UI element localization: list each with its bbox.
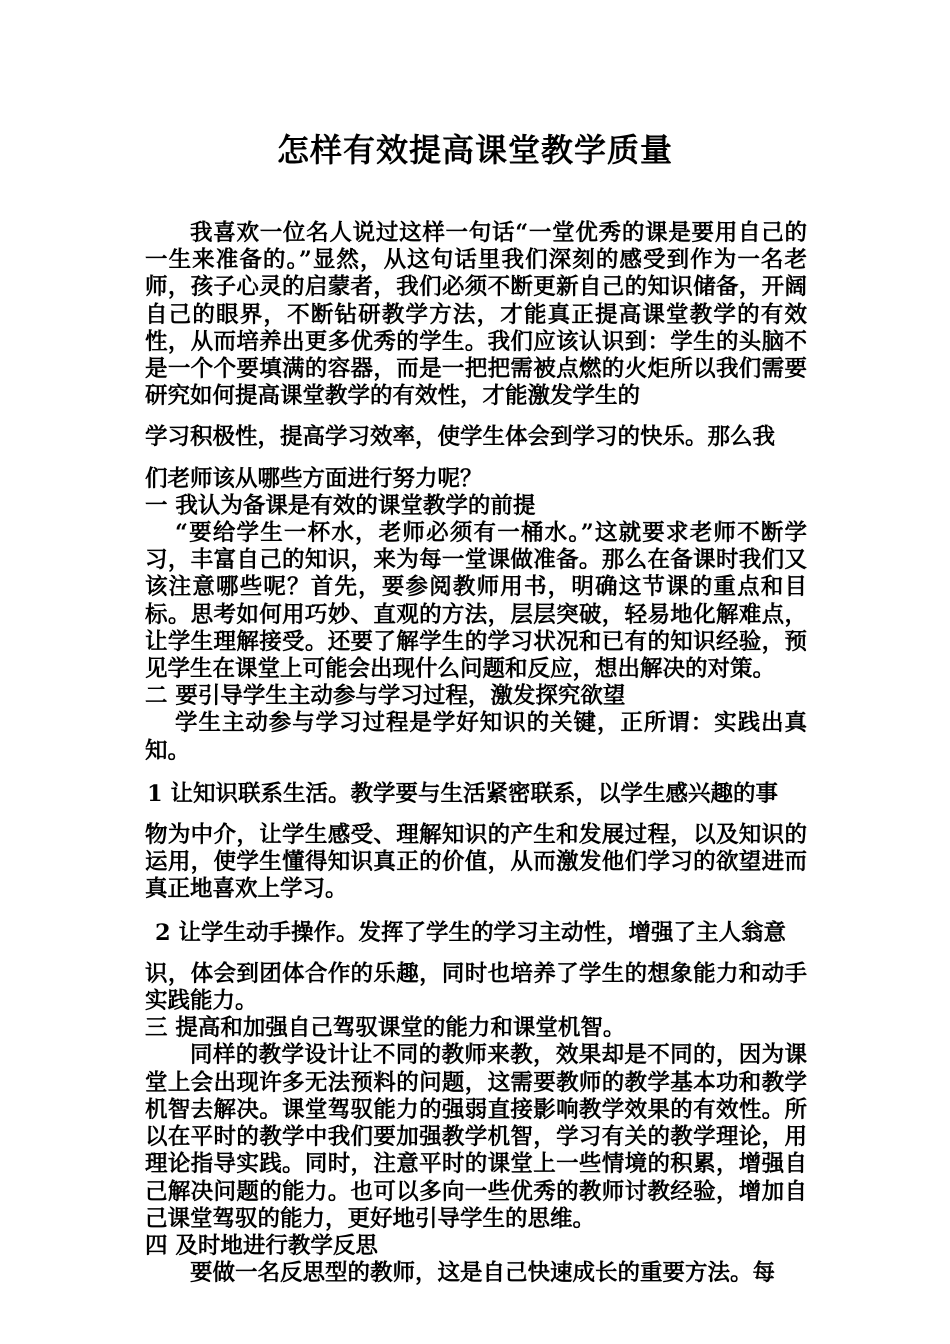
document-body bbox=[145, 220, 807, 1287]
list-item-2-cont: 识，体会到团体合作的乐趣，同时也培养了学生的想象能力和动手实践能力。 bbox=[145, 960, 807, 1015]
section-heading-3: 三 提高和加强自己驾驭课堂的能力和课堂机智。 bbox=[145, 1015, 626, 1042]
list-item-1: 1 让知识联系生活。教学要与生活紧密联系，以学生感兴趣的事 bbox=[147, 780, 778, 807]
paragraph-intro-end: 们老师该从哪些方面进行努力呢？ bbox=[145, 465, 483, 492]
section-heading-1: 一 我认为备课是有效的课堂教学的前提 bbox=[145, 492, 536, 519]
section-heading-4: 四 及时地进行教学反思 bbox=[145, 1232, 378, 1259]
document-title: 怎样有效提高课堂教学质量 bbox=[276, 131, 673, 169]
list-item-2: 2 让学生动手操作。发挥了学生的学习主动性，增强了主人翁意 bbox=[155, 919, 786, 946]
section-heading-2: 二 要引导学生主动参与学习过程，激发探究欲望 bbox=[145, 683, 626, 710]
list-item-1-cont: 物为中介，让学生感受、理解知识的产生和发展过程，以及知识的运用，使学生懂得知识真正的价值，从而激发他们学习的欲望进而真正地喜欢上学习。 bbox=[145, 822, 807, 903]
paragraph-intro-cont: 学习积极性，提高学习效率，使学生体会到学习的快乐。那么我 bbox=[145, 424, 776, 451]
paragraph-section-3: 同样的教学设计让不同的教师来教，效果却是不同的，因为课堂上会出现许多无法预料的问题，这需要教师的教学基本功和教学机智去解决。课堂驾驭能力的强弱直接影响教学效果的有效性。所以在平时的教学中我们要加强教学机智，学习有关的教学理论，用理论指导实践。同时，注意平时的课堂上一些情境的积累，增强自己解决问题的能力。也可以多向一些优秀的教师讨教经验，增加自己课堂驾驭的能力，更好地引导学生的思维。 bbox=[145, 1042, 807, 1232]
paragraph-section-2: 学生主动参与学习过程是学好知识的关键，正所谓：实践出真知。 bbox=[145, 710, 807, 764]
paragraph-section-4: 要做一名反思型的教师，这是自己快速成长的重要方法。每 bbox=[190, 1260, 776, 1287]
paragraph-intro: 我喜欢一位名人说过这样一句话“一堂优秀的课是要用自己的一生来准备的。”显然，从这句话里我们深刻的感受到作为一名老师，孩子心灵的启蒙者，我们必须不断更新自己的知识储备，开阔自己的眼界，不断钻研教学方法，才能真正提高课堂教学的有效性，从而培养出更多优秀的学生。我们应该认识到：学生的头脑不是一个个要填满的容器，而是一把把需被点燃的火炬所以我们需要研究如何提高课堂教学的有效性，才能激发学生的 bbox=[145, 220, 807, 410]
paragraph-section-1: “要给学生一杯水，老师必须有一桶水。”这就要求老师不断学习，丰富自己的知识，来为每一堂课做准备。那么在备课时我们又该注意哪些呢？首先，要参阅教师用书，明确这节课的重点和目标。思考如何用巧妙、直观的方法，层层突破，轻易地化解难点，让学生理解接受。还要了解学生的学习状况和已有的知识经验，预见学生在课堂上可能会出现什么问题和反应，想出解决的对策。 bbox=[145, 520, 807, 683]
